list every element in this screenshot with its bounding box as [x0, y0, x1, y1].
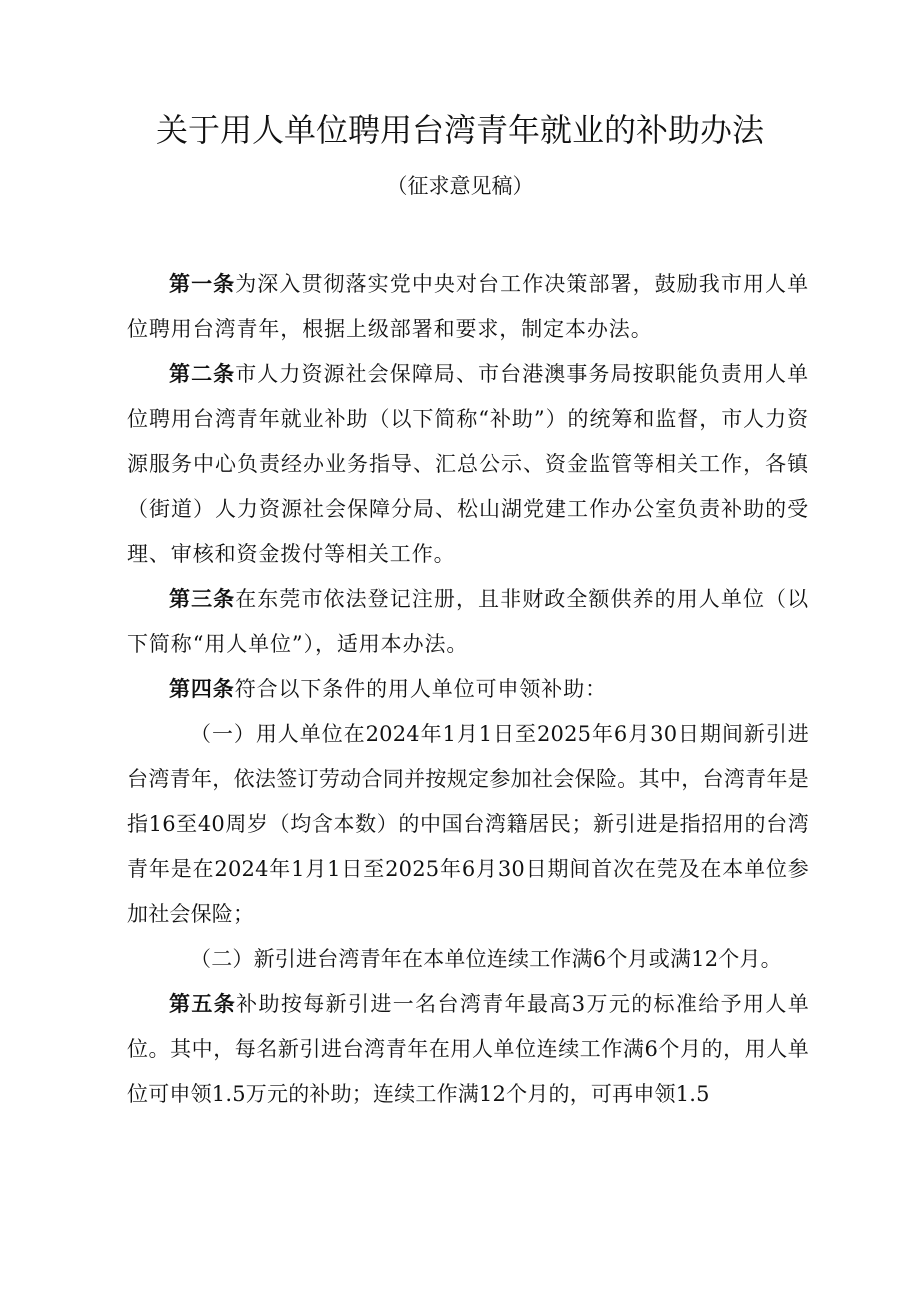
document-body [127, 262, 809, 1117]
article-heading: 第二条 [169, 362, 236, 386]
article-5 [127, 982, 809, 1117]
article-text: 市人力资源社会保障局、市台港澳事务局按职能负责用人单位聘用台湾青年就业补助（以下简称“补助”）的统筹和监督，市人力资源服务中心负责经办业务指导、汇总公示、资金监管等相关工作，各镇（街道）人力资源社会保障分局、松山湖党建工作办公室负责补助的受理、审核和资金拨付等相关工作。 [127, 362, 809, 566]
article-4 [127, 667, 809, 712]
article-3 [127, 577, 809, 667]
document-subtitle: （征求意见稿） [386, 174, 534, 198]
article-text: 补助按每新引进一名台湾青年最高3万元的标准给予用人单位。其中，每名新引进台湾青年在用人单位连续工作满6个月的，用人单位可申领1.5万元的补助；连续工作满12个月的，可再申领1.5 [127, 992, 809, 1106]
article-1 [127, 262, 809, 352]
article-4-clause-1: （一）用人单位在2024年1月1日至2025年6月30日期间新引进台湾青年，依法签订劳动合同并按规定参加社会保险。其中，台湾青年是指16至40周岁（均含本数）的中国台湾籍居民；新引进是指招用的台湾青年是在2024年1月1日至2025年6月30日期间首次在莞及在本单位参加社会保险； [127, 722, 809, 926]
article-heading: 第一条 [169, 272, 236, 296]
document-title: 关于用人单位聘用台湾青年就业的补助办法 [155, 111, 764, 149]
article-text: 为深入贯彻落实党中央对台工作决策部署，鼓励我市用人单位聘用台湾青年，根据上级部署和要求，制定本办法。 [127, 272, 809, 341]
article-2 [127, 352, 809, 577]
article-4-clause-2: （二）新引进台湾青年在本单位连续工作满6个月或满12个月。 [190, 947, 782, 971]
article-heading: 第三条 [169, 587, 236, 611]
article-heading: 第四条 [169, 677, 235, 701]
article-text: 在东莞市依法登记注册，且非财政全额供养的用人单位（以下简称“用人单位”），适用本办法。 [127, 587, 809, 656]
article-text: 符合以下条件的用人单位可申领补助： [234, 677, 608, 701]
article-heading: 第五条 [169, 992, 237, 1016]
